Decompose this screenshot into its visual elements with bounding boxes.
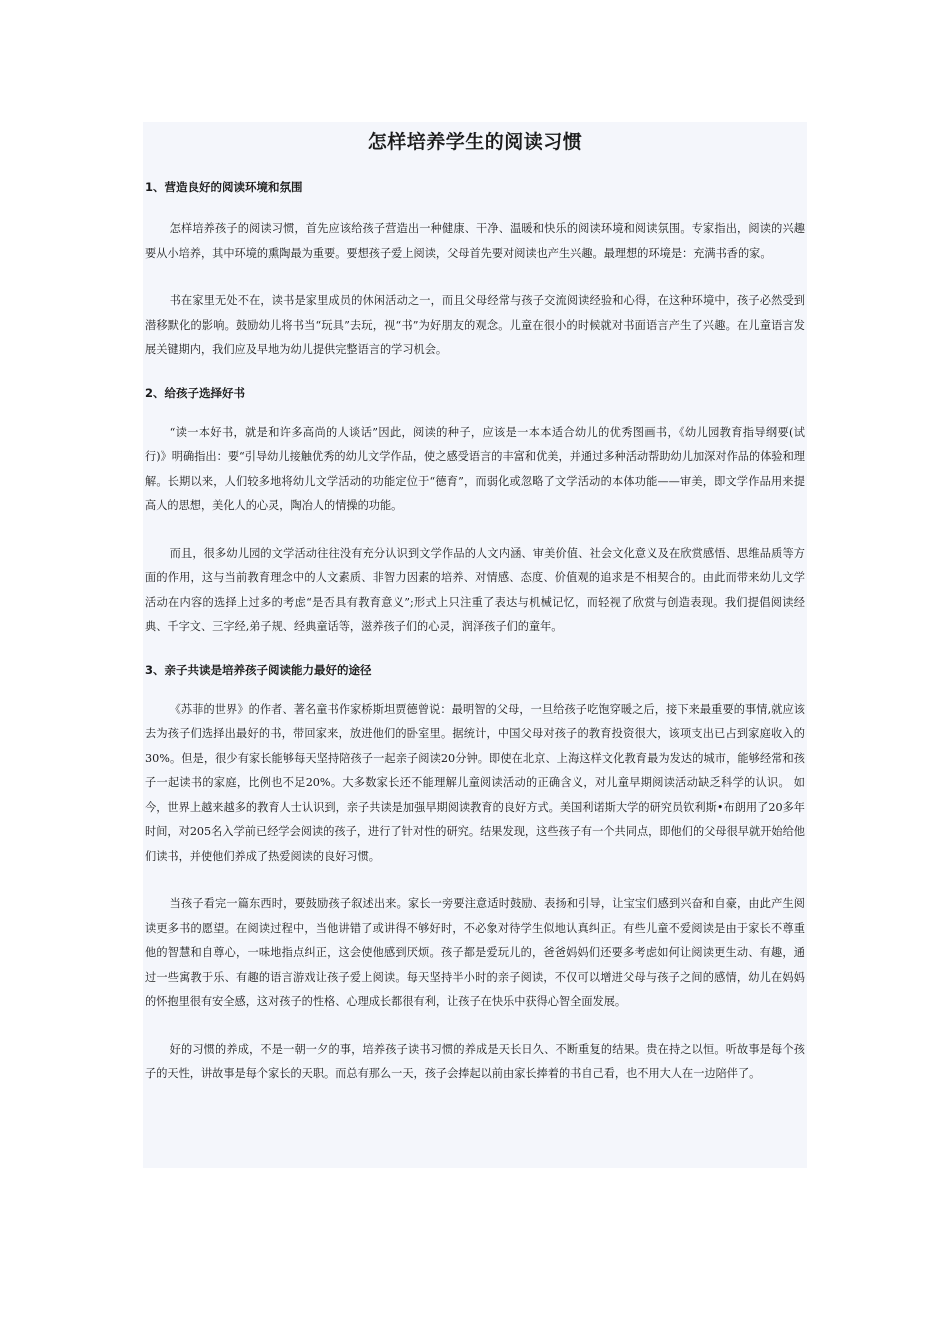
- paragraph: 当孩子看完一篇东西时，要鼓励孩子叙述出来。家长一旁要注意适时鼓励、表扬和引导，让宝宝们感到兴奋和自豪，由此产生阅读更多书的愿望。在阅读过程中，当他讲错了或讲得不够好时，不必象对待学生似地认真纠正。有些儿童不爱阅读是由于家长不尊重他的智慧和自尊心，一味地指点纠正，这会使他感到厌烦。孩子都是爱玩儿的，爸爸妈妈们还要多考虑如何让阅读更生动、有趣，通过一些寓教于乐、有趣的语言游戏让孩子爱上阅读。每天坚持半小时的亲子阅读，不仅可以增进父母与孩子之间的感情，幼儿在妈妈的怀抱里很有安全感，这对孩子的性格、心理成长都很有利，让孩子在快乐中获得心智全面发展。: [145, 897, 805, 1008]
- paragraph: 好的习惯的养成，不是一朝一夕的事，培养孩子读书习惯的养成是天长日久、不断重复的结果。贵在持之以恒。听故事是每个孩子的天性，讲故事是每个家长的天职。而总有那么一天，孩子会捧起以前由家长捧着的书自己看，也不用大人在一边陪伴了。: [145, 1042, 805, 1080]
- article-body: [143, 122, 807, 1168]
- paragraph: 书在家里无处不在，读书是家里成员的休闲活动之一，而且父母经常与孩子交流阅读经验和心得，在这种环境中，孩子必然受到潜移默化的影响。鼓励幼儿将书当“玩具”去玩，视“书”为好朋友的观念。儿童在很小的时候就对书面语言产生了兴趣。在儿童语言发展关键期内，我们应及早地为幼儿提供完整语言的学习机会。: [145, 294, 805, 356]
- article-title: 怎样培养学生的阅读习惯: [367, 131, 583, 153]
- paragraph: 《苏菲的世界》的作者、著名童书作家桥斯坦贾德曾说：最明智的父母，一旦给孩子吃饱穿暖之后，接下来最重要的事情,就应该去为孩子们选择出最好的书，带回家来，放进他们的卧室里。据统计，中国父母对孩子的教育投资很大，该项支出已占到家庭收入的30%。但是，很少有家长能够每天坚持陪孩子一起亲子阅读20分钟。即使在北京、上海这样文化教育最为发达的城市，能够经常和孩子一起读书的家庭，比例也不足20%。大多数家长还不能理解儿童阅读活动的正确含义，对儿童早期阅读活动缺乏科学的认识。 如今，世界上越来越多的教育人士认识到，亲子共读是加强早期阅读教育的良好方式。美国利诺斯大学的研究员钦利斯•布朗用了20多年时间，对205名入学前已经学会阅读的孩子，进行了针对性的研究。结果发现，这些孩子有一个共同点，即他们的父母很早就开始给他们读书，并使他们养成了热爱阅读的良好习惯。: [145, 702, 805, 863]
- paragraph: “读一本好书，就是和许多高尚的人谈话”因此，阅读的种子，应该是一本本适合幼儿的优秀图画书，《幼儿园教育指导纲要(试行)》明确指出：要“引导幼儿接触优秀的幼儿文学作品，使之感受语言的丰富和优美，并通过多种活动帮助幼儿加深对作品的体验和理解。长期以来，人们较多地将幼儿文学活动的功能定位于“德育”，而弱化或忽略了文学活动的本体功能——审美，即文学作品用来提高人的思想，美化人的心灵，陶冶人的情操的功能。: [145, 425, 805, 512]
- section-heading: 2、给孩子选择好书: [145, 385, 246, 400]
- section-heading: 3、亲子共读是培养孩子阅读能力最好的途径: [145, 662, 372, 677]
- paragraph: 怎样培养孩子的阅读习惯，首先应该给孩子营造出一种健康、干净、温暖和快乐的阅读环境和阅读氛围。专家指出，阅读的兴趣要从小培养，其中环境的熏陶最为重要。要想孩子爱上阅读，父母首先要对阅读也产生兴趣。最理想的环境是：充满书香的家。: [145, 222, 805, 260]
- section-heading: 1、营造良好的阅读环境和氛围: [145, 180, 303, 194]
- paragraph: 而且，很多幼儿园的文学活动往往没有充分认识到文学作品的人文内涵、审美价值、社会文化意义及在欣赏感悟、思维品质等方面的作用，这与当前教育理念中的人文素质、非智力因素的培养、对情感、态度、价值观的追求是不相契合的。由此而带来幼儿文学活动在内容的选择上过多的考虑“是否具有教育意义”;形式上只注重了表达与机械记忆，而轻视了欣赏与创造表现。我们提倡阅读经典、千字文、三字经,弟子规、经典童话等，滋养孩子们的心灵，润泽孩子们的童年。: [145, 546, 805, 633]
